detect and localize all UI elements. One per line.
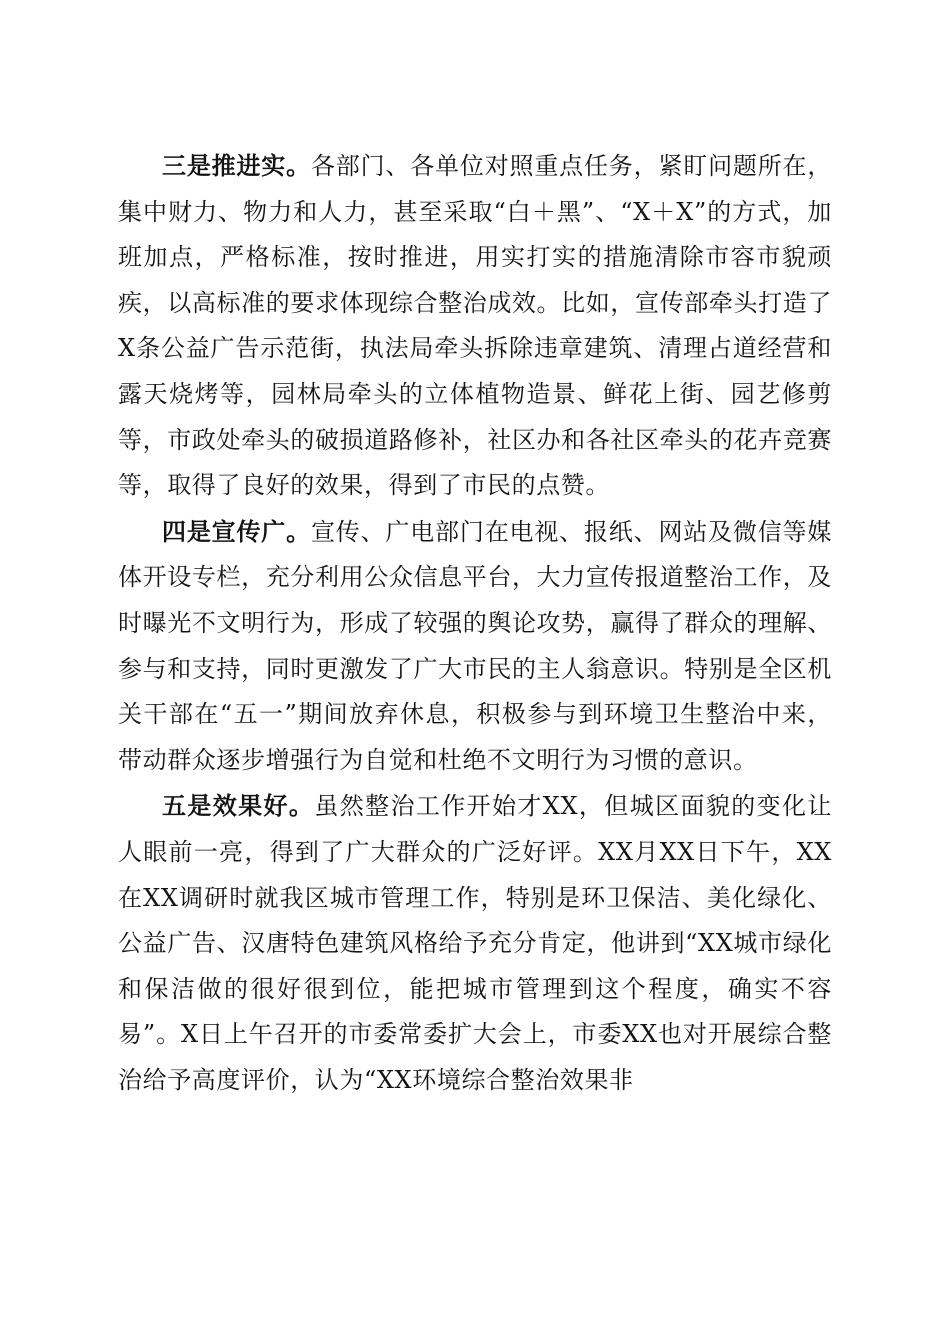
paragraph-text: 宣传、广电部门在电视、报纸、网站及微信等媒体开设专栏，充分利用公众信息平台，大力宣传报道整治工作，及时曝光不文明行为，形成了较强的舆论攻势，赢得了群众的理解、参与和支持，同时更激发了广大市民的主人翁意识。特别是全区机关干部在“五一”期间放弃休息，积极参与到环境卫生整治中来，带动群众逐步增强行为自觉和杜绝不文明行为习惯的意识。 (118, 517, 832, 774)
paragraph-text: 各部门、各单位对照重点任务，紧盯问题所在，集中财力、物力和人力，甚至采取“白＋黑”、“X＋X”的方式，加班加点，严格标准，按时推进，用实打实的措施清除市容市貌顽疾，以高标准的要求体现综合整治成效。比如，宣传部牵头打造了X条公益广告示范街，执法局牵头拆除违章建筑、清理占道经营和露天烧烤等，园林局牵头的立体植物造景、鲜花上街、园艺修剪等，市政处牵头的破损道路修补，社区办和各社区牵头的花卉竞赛等，取得了良好的效果，得到了市民的点赞。 (118, 152, 832, 500)
paragraph-text: 虽然整治工作开始才XX，但城区面貌的变化让人眼前一亮，得到了广大群众的广泛好评。XX月XX日下午，XX在XX调研时就我区城市管理工作，特别是环卫保洁、美化绿化、公益广告、汉唐特色建筑风格给予充分肯定，他讲到“XX城市绿化和保洁做的很好很到位，能把城市管理到这个程度，确实不容易”。X日上午召开的市委常委扩大会上，市委XX也对开展综合整治给予高度评价，认为“XX环境综合整治效果非 (118, 792, 832, 1094)
paragraph-heading: 四是宣传广。 (162, 516, 311, 546)
paragraph-promotion (118, 143, 832, 509)
paragraph-heading: 五是效果好。 (162, 791, 315, 821)
paragraph-publicity (118, 509, 832, 784)
paragraph-results (118, 783, 832, 1103)
paragraph-heading: 三是推进实。 (162, 151, 311, 180)
document-body (118, 143, 832, 1103)
